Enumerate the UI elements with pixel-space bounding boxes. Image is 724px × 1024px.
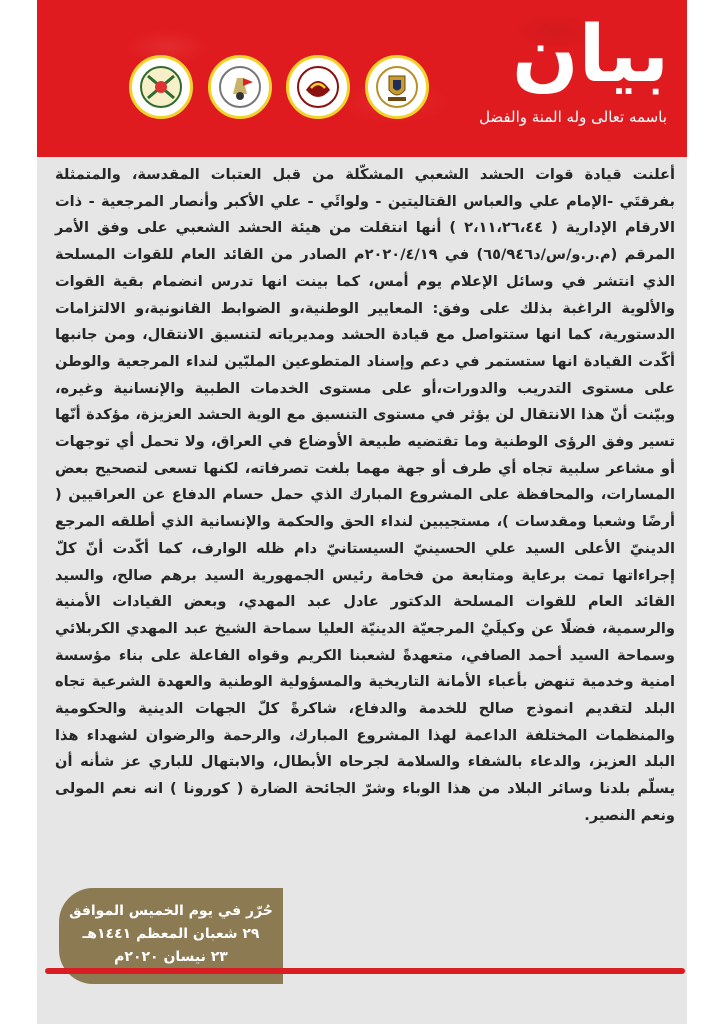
date-line-gregorian: ٢٣ نيسان ٢٠٢٠م: [114, 949, 228, 965]
logo-strip: [129, 50, 429, 124]
crossed-rifles-emblem-icon: [129, 55, 193, 119]
date-line-written: حُرّر في يوم الخميس الموافق: [69, 903, 273, 919]
statement-sheet: [37, 0, 687, 1024]
basmala-subtitle: باسمه تعالى وله المنة والفضل: [479, 108, 667, 126]
date-line-hijri: ٢٩ شعبان المعظم ١٤٤١هـ: [82, 926, 260, 942]
shield-crest-emblem-icon: [365, 55, 429, 119]
fist-flag-emblem-icon: [208, 55, 272, 119]
calligraphy-emblem-icon: [286, 55, 350, 119]
statement-title: بيان: [512, 10, 669, 100]
footer-divider: [45, 968, 685, 974]
statement-body: أعلنت قيادة قوات الحشد الشعبي المشكّلة من قبل العتبات المقدسة، والمتمثلة بفرقتَي -الإمام علي والعباس القتاليتين - ولوائَي - علي الأكبر وأنصار المرجعية - ذات الارقام الإدارية ( ٢،١١،٢٦،٤٤ ) أنها انتقلت من هيئة الحشد الشعبي على وفق الأمر المرقم (م.ر.و/س/د٦٥/٩٤٦) في ٢٠٢٠/٤/١٩م الصادر من القائد العام للقوات المسلحة الذي انتشر في وسائل الإعلام يوم أمس، كما بينت انها تدرس انضمام بقية القوات والألوية الراغبة بذلك على وفق: المعايير الوطنية،و الضوابط القانونية،و الالتزامات الدستورية، كما انها ستتواصل مع قيادة الحشد ومديرياته لتنسيق الانتقال، ومن جانبها أكّدت القيادة انها ستستمر في دعم وإسناد المتطوعين الملبّين لنداء المرجعية والوطن على مستوى التدريب والدورات،أو على مستوى الخدمات الطبية والإنسانية وغيره، وبيّنت أنّ هذا الانتقال لن يؤثر في مستوى التنسيق مع الوية الحشد العزيزة، مؤكدة أنّها تسير وفق الرؤى الوطنية وما تقتضيه طبيعة الأوضاع في العراق، ولا تحمل أي توجهات أو مشاعر سلبية تجاه أي طرف أو جهة مهما بلغت تصرفاته، لكنها تسعى لتصحيح بعض المسارات، والمحافظة على المشروع المبارك الذي حمل حسام الدفاع عن العراقيين ( أرضًا وشعبا ومقدسات )، مستجيبين لنداء الحق والحكمة والإنسانية الذي أطلقه المرجع الدينيّ الأعلى السيد علي الحسينيّ السيستانيّ دام ظله الوارف، كما أكّدت أنّ كلّ إجراءاتها تمت برعاية ومتابعة من فخامة رئيس الجمهورية السيد برهم صالح، والسيد القائد العام للقوات المسلحة الدكتور عادل عبد المهدي، وبعض القيادات الأمنية والرسمية، فضلًا عن وكيلَيْ المرجعيّة الدينيّة العليا سماحة الشيخ عبد المهدي الكربلائي وسماحة السيد أحمد الصافي، متعهدةً لشعبنا الكريم وقواه الفاعلة على بناء مؤسسة امنية وخدمية تنهض بأعباء الأمانة التاريخية والمسؤولية الوطنية والعهدة الشرعية تجاه البلد لتقديم انموذج صالح للخدمة والدفاع، شاكرةً كلّ الجهات الدينية والحكومية والمنظمات المختلفة الداعمة لهذا المشروع المبارك، والرحمة والرضوان لشهداء هذا البلد العزيز، والدعاء بالشفاء والسلامة لجرحاه الأبطال، والابتهال للباري عز شأنه أن يسلّم بلدنا وسائر البلاد من هذا الوباء وشرّ الجائحة الضارة ( كورونا ) انه نعم المولى ونعم النصير.: [55, 166, 675, 824]
header-banner: [37, 0, 687, 157]
